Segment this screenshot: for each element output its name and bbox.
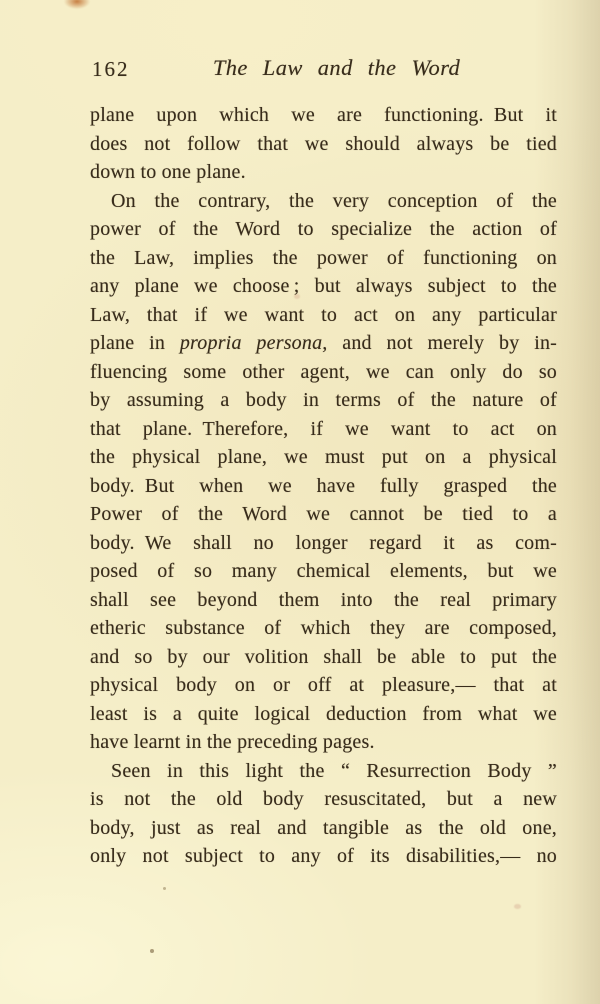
text-line: fluencing some other agent, we can only do so: [90, 360, 557, 383]
paper-speck: [514, 904, 521, 909]
text-line: by assuming a body in terms of the nature of: [90, 389, 557, 411]
text-line: etheric substance of which they are composed,: [90, 617, 557, 639]
text-line: Power of the Word we cannot be tied to a: [90, 503, 557, 525]
text-line: body. We shall no longer regard it as com-: [90, 531, 557, 554]
paper-stain: [64, 0, 90, 9]
text-line: plane upon which we are functioning. But it: [90, 104, 557, 126]
text-line: the physical plane, we must put on a physical: [90, 446, 557, 468]
running-title: The Law and the Word: [212, 55, 461, 80]
text-line: down to one plane.: [90, 161, 246, 183]
text-line: and so by our volition shall be able to put the: [90, 645, 557, 668]
text-line: body. But when we have fully grasped the: [90, 474, 557, 497]
text-block: [90, 101, 557, 871]
paper-speck: [163, 887, 166, 890]
text-line: posed of so many chemical elements, but we: [90, 560, 557, 582]
text-line: that plane. Therefore, if we want to act on: [90, 417, 557, 440]
text-line: does not follow that we should always be tied: [90, 132, 557, 155]
text-line: Seen in this light the “ Resurrection Body ”: [111, 759, 557, 782]
text-line: only not subject to any of its disabilities,— no: [90, 845, 557, 867]
paper-speck: [150, 949, 154, 953]
text-line: On the contrary, the very conception of the: [111, 189, 557, 212]
text-line: have learnt in the preceding pages.: [90, 731, 375, 753]
text-line: plane in propria persona, and not merely by in-: [90, 332, 558, 354]
text-line: physical body on or off at pleasure,— that at: [90, 674, 557, 696]
page-number: 162: [92, 57, 130, 81]
text-line: any plane we choose ; but always subject to the: [90, 275, 557, 297]
text-line: Law, that if we want to act on any particular: [90, 303, 557, 326]
text-line: is not the old body resuscitated, but a new: [90, 788, 557, 810]
text-line: least is a quite logical deduction from what we: [90, 702, 557, 725]
text-line: the Law, implies the power of functioning on: [90, 246, 557, 269]
text-line: shall see beyond them into the real primary: [90, 588, 557, 611]
text-line: power of the Word to specialize the action of: [90, 218, 557, 240]
text-line: body, just as real and tangible as the old one,: [90, 816, 557, 839]
